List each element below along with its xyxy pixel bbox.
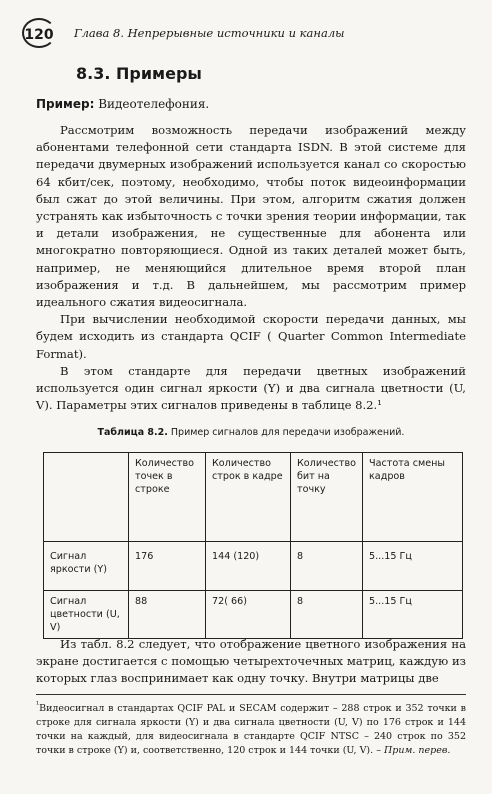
page-number: 120 [22, 18, 56, 48]
footnote-note: – Прим. перев. [376, 745, 451, 757]
table-cell: 72( 66) [206, 591, 291, 639]
table-cell: Сигнал цветности (U, V) [44, 591, 129, 639]
table-row [44, 542, 463, 591]
table-row [44, 591, 463, 639]
table-caption-text: Пример сигналов для передачи изображений. [170, 427, 405, 438]
paragraph-3: В этом стандарте для передачи цветных изображений используется один сигнал яркости (Y) и два сигнала цветности (U, V). Параметры этих сигналов приведены в таблице 8.2.¹ [36, 363, 466, 413]
table-cell: 8 [291, 542, 363, 591]
table-cell: 5...15 Гц [363, 591, 463, 639]
table-caption [36, 427, 466, 438]
table-cell: 88 [129, 591, 206, 639]
table-caption-label: Таблица 8.2. [97, 427, 168, 438]
table-header-cell: Количество точек в строке [129, 453, 206, 542]
table-cell: Сигнал яркости (Y) [44, 542, 129, 591]
footnote-rule [36, 694, 466, 695]
table-cell: 176 [129, 542, 206, 591]
running-title: Глава 8. Непрерывные источники и каналы [74, 26, 345, 40]
paragraph-1: Рассмотрим возможность передачи изображений между абонентами телефонной сети стандарта ISDN. В этой системе для передачи двумерных изображений используется канал со скоростью 64 кбит/сек, поэтому, необходимо, чтобы поток видеоинформации был сжат до этой величины. При этом, алгоритм сжатия должен устранять как избыточность с точки зрения теории информации, так и детали изображения, не существенные для абонента или многократно повторяющиеся. Одной из таких деталей может быть, например, не меняющийся длительное время второй план изображения и т.д. В дальнейшем, мы рассмотрим пример идеального сжатия видеосигнала. [36, 123, 466, 310]
table-cell: 8 [291, 591, 363, 639]
table-header-cell: Количество бит на точку [291, 453, 363, 542]
footnote [36, 698, 466, 758]
table-header-row [44, 453, 463, 542]
paragraph-4: Из табл. 8.2 следует, что отображение цветного изображения на экране достигается с помощью четырехточечных матриц, каждую из которых глаз воспринимает как одну точку. Внутри матрицы две [36, 637, 466, 686]
table-cell: 5...15 Гц [363, 542, 463, 591]
example-label: Пример: [36, 97, 95, 111]
footnote-marker: ¹ [36, 700, 40, 709]
signal-table [43, 452, 463, 639]
example-line [36, 97, 209, 111]
body-text [36, 122, 466, 414]
page-header [22, 18, 472, 50]
section-title: 8.3. Примеры [76, 64, 202, 83]
after-table-text [36, 636, 466, 688]
footnote-text: Видеосигнал в стандартах QCIF PAL и SECAM содержит – 288 строк и 352 точки в строке для сигнала яркости (Y) и два сигнала цветности (U, V) по 176 строк и 144 точки на каждый, для видеосигнала в стандарте QCIF NTSC – 240 строк по 352 точки в строке (Y) и, соответственно, 120 строк и 144 точки (U, V). [36, 703, 466, 757]
table-cell: 144 (120) [206, 542, 291, 591]
table-header-cell: Частота смены кадров [363, 453, 463, 542]
table-header-cell [44, 453, 129, 542]
example-topic: Видеотелефония. [98, 97, 210, 111]
table-header-cell: Количество строк в кадре [206, 453, 291, 542]
paragraph-2: При вычислении необходимой скорости передачи данных, мы будем исходить из стандарта QCIF ( Quarter Common Intermediate Format). [36, 312, 466, 361]
